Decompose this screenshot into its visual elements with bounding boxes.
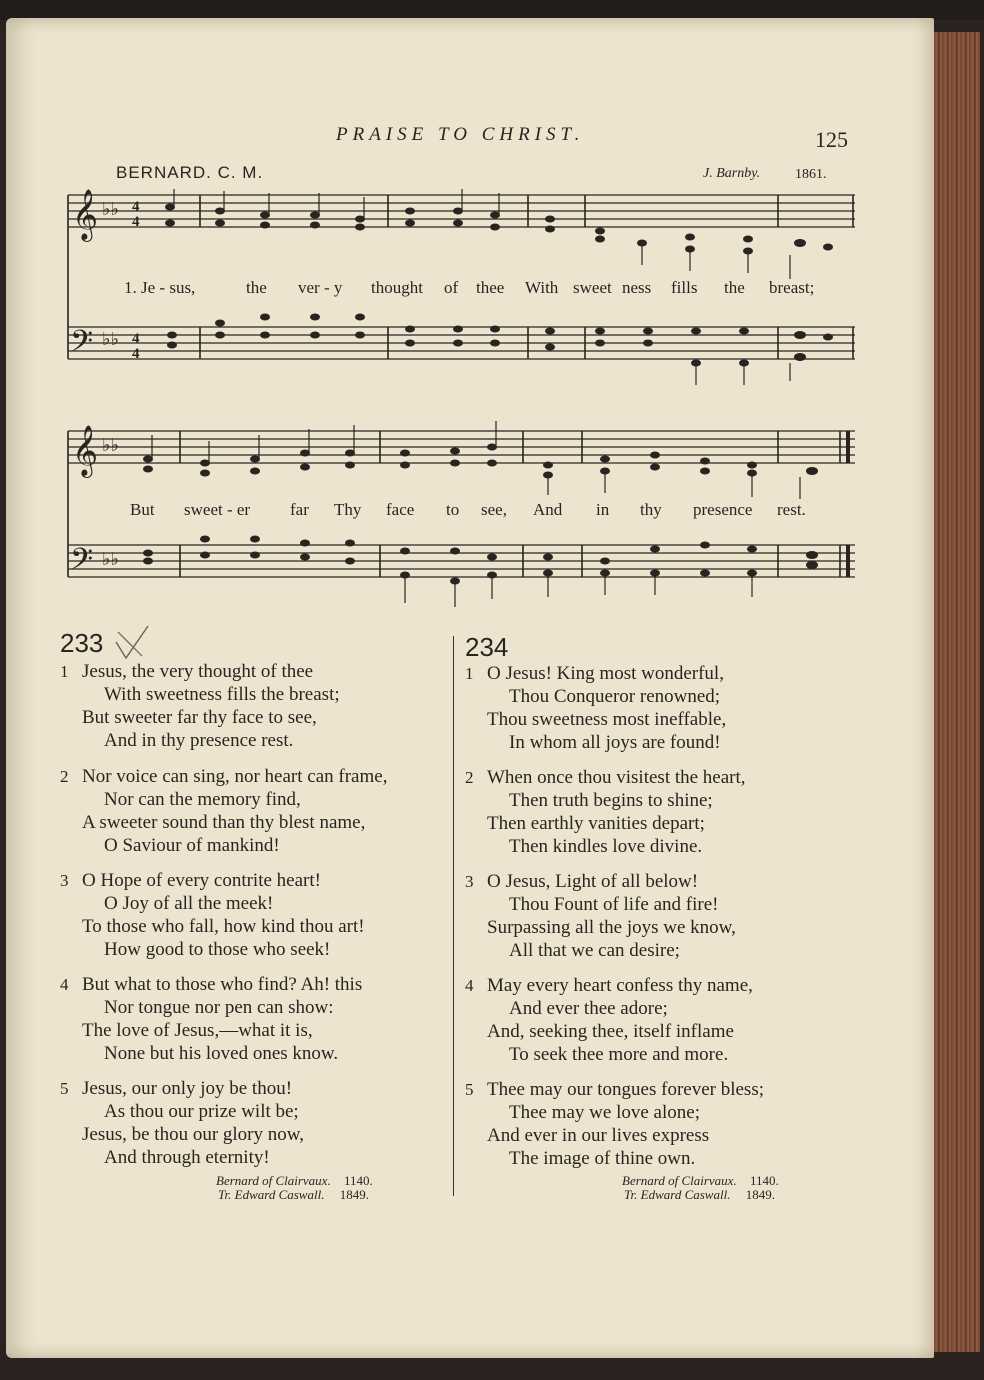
- verse: [60, 973, 363, 1065]
- bass-clef-icon: 𝄢: [70, 325, 94, 365]
- verse-line: O Jesus, Light of all below!: [487, 871, 699, 892]
- verse-line: Nor can the memory find,: [104, 789, 301, 810]
- verse-line: And ever in our lives express: [487, 1125, 710, 1146]
- author-year: 1140.: [749, 1173, 779, 1188]
- verse-line: Surpassing all the joys we know,: [487, 917, 736, 938]
- verse: [465, 662, 727, 754]
- tune-name: BERNARD. C. M.: [116, 163, 264, 182]
- svg-text:4: 4: [132, 346, 140, 362]
- composer-year: 1861.: [795, 167, 827, 182]
- verse-number: 4: [60, 975, 69, 994]
- lyric-syllable: of: [444, 278, 459, 297]
- verse: [465, 974, 753, 1066]
- verse-number: 5: [60, 1079, 69, 1098]
- bass-clef-icon: 𝄢: [70, 543, 94, 583]
- verse-line: The image of thine own.: [509, 1148, 696, 1169]
- treble-clef-icon: 𝄞: [72, 190, 99, 239]
- verse-number: 3: [60, 871, 69, 890]
- column-divider: [453, 636, 454, 1196]
- verse-line: Then kindles love divine.: [509, 836, 703, 857]
- verse: [60, 660, 340, 752]
- verse: [465, 1078, 764, 1170]
- lyric-syllable: in: [596, 500, 610, 519]
- translator-name: Tr. Edward Caswall.: [624, 1187, 731, 1202]
- verse-line: Jesus, our only joy be thou!: [82, 1078, 293, 1099]
- pencil-check-mark-icon: [112, 622, 152, 662]
- author-year: 1140.: [343, 1173, 373, 1188]
- svg-text:4: 4: [132, 214, 140, 230]
- verse-line: Thee may we love alone;: [509, 1102, 700, 1123]
- attribution-author: [622, 1174, 779, 1188]
- lyric-syllable: sweet - er: [184, 500, 251, 519]
- attribution-author: [216, 1174, 373, 1188]
- lyric-syllable: ver - y: [298, 278, 343, 297]
- verse-line: Thou Fount of life and fire!: [509, 894, 719, 915]
- attribution-translator: [624, 1188, 775, 1202]
- verse-number: 5: [465, 1080, 474, 1099]
- verse-line: O Jesus! King most wonderful,: [487, 663, 724, 684]
- verse-line: O Saviour of mankind!: [104, 835, 280, 856]
- lyric-syllable: breast;: [769, 278, 815, 297]
- book-cover-edge: [0, 0, 984, 20]
- verse: [60, 765, 388, 857]
- verse-number: 3: [465, 872, 474, 891]
- attribution-translator: [218, 1188, 369, 1202]
- verse-line: Jesus, be thou our glory now,: [82, 1124, 304, 1145]
- verse-line: Nor voice can sing, nor heart can frame,: [82, 766, 388, 787]
- key-signature-icon: ♭♭: [102, 549, 119, 569]
- lyric-syllable: With: [525, 278, 559, 297]
- verse-line: Thou sweetness most ineffable,: [487, 709, 727, 730]
- lyric-syllable: see,: [481, 500, 507, 519]
- verse-line: And through eternity!: [104, 1147, 270, 1168]
- verse-line: O Hope of every contrite heart!: [82, 870, 321, 891]
- verse-line: Jesus, the very thought of thee: [82, 661, 314, 682]
- translator-year: 1849.: [745, 1187, 775, 1202]
- treble-clef-icon: 𝄞: [72, 426, 99, 475]
- verse: [60, 869, 365, 961]
- verse-number: 2: [60, 767, 69, 786]
- verse-line: How good to those who seek!: [104, 939, 331, 960]
- verse-line: But what to those who find? Ah! this: [82, 974, 363, 995]
- verse-line: To seek thee more and more.: [509, 1044, 729, 1065]
- lyric-syllable: But: [130, 500, 155, 519]
- verse-number: 1: [465, 664, 474, 683]
- verse-number: 4: [465, 976, 474, 995]
- verse-line: But sweeter far thy face to see,: [82, 707, 317, 728]
- verse-line: A sweeter sound than thy blest name,: [82, 812, 366, 833]
- verse-line: And, seeking thee, itself inflame: [487, 1021, 734, 1042]
- lyric-syllable: the: [724, 278, 745, 297]
- lyric-syllable: thee: [476, 278, 505, 297]
- verse-line: And in thy presence rest.: [104, 730, 294, 751]
- translator-year: 1849.: [339, 1187, 369, 1202]
- lyric-syllable: face: [386, 500, 415, 519]
- lyric-syllable: far: [290, 500, 309, 519]
- author-name: Bernard of Clairvaux.: [216, 1173, 331, 1188]
- lyric-syllable: 1. Je - sus,: [124, 278, 196, 297]
- lyric-syllable: And: [533, 500, 563, 519]
- lyric-syllable: to: [446, 500, 460, 519]
- composer-name: J. Barnby.: [703, 166, 761, 181]
- running-title: PRAISE TO CHRIST.: [336, 124, 585, 145]
- verse: [60, 1077, 304, 1169]
- verse-line: With sweetness fills the breast;: [104, 684, 340, 705]
- key-signature-icon: ♭♭: [102, 435, 119, 455]
- time-signature-icon: 4: [132, 199, 140, 215]
- verse-line: Thou Conqueror renowned;: [509, 686, 721, 707]
- verse-line: As thou our prize wilt be;: [104, 1101, 299, 1122]
- lyric-syllable: Thy: [334, 500, 362, 519]
- verse-number: 1: [60, 662, 69, 681]
- verse: [465, 766, 746, 858]
- hymn-number: 234: [465, 632, 509, 662]
- verse-line: To those who fall, how kind thou art!: [82, 916, 365, 937]
- verse-line: Nor tongue nor pen can show:: [104, 997, 334, 1018]
- svg-text:4: 4: [132, 331, 140, 347]
- verse-line: Then truth begins to shine;: [509, 790, 713, 811]
- lyric-syllable: sweet: [573, 278, 612, 297]
- verse-line: None but his loved ones know.: [104, 1043, 339, 1064]
- book-page-edges: [934, 32, 980, 1352]
- verse-line: And ever thee adore;: [509, 998, 668, 1019]
- verse-line: In whom all joys are found!: [509, 732, 721, 753]
- verse-line: All that we can desire;: [509, 940, 680, 961]
- page-number: 125: [815, 127, 848, 152]
- lyric-syllable: rest.: [777, 500, 806, 519]
- lyric-syllable: presence: [693, 500, 753, 519]
- lyric-syllable: the: [246, 278, 267, 297]
- verse: [465, 870, 736, 962]
- translator-name: Tr. Edward Caswall.: [218, 1187, 325, 1202]
- lyric-syllable: fills: [671, 278, 698, 297]
- verse-line: Then earthly vanities depart;: [487, 813, 705, 834]
- bass-staff-2: [68, 545, 855, 577]
- verse-line: When once thou visitest the heart,: [487, 767, 746, 788]
- hymn-number: 233: [60, 628, 104, 658]
- key-signature-icon: ♭♭: [102, 329, 119, 349]
- verse-line: Thee may our tongues forever bless;: [487, 1079, 764, 1100]
- lyric-syllable: thy: [640, 500, 662, 519]
- author-name: Bernard of Clairvaux.: [622, 1173, 737, 1188]
- key-signature-icon: ♭♭: [102, 199, 119, 219]
- lyric-syllable: ness: [622, 278, 652, 297]
- treble-staff-2: [68, 431, 855, 463]
- verse-line: O Joy of all the meek!: [104, 893, 274, 914]
- verse-line: The love of Jesus,—what it is,: [82, 1020, 313, 1041]
- verse-number: 2: [465, 768, 474, 787]
- lyric-syllable: thought: [371, 278, 423, 297]
- verse-line: May every heart confess thy name,: [487, 975, 753, 996]
